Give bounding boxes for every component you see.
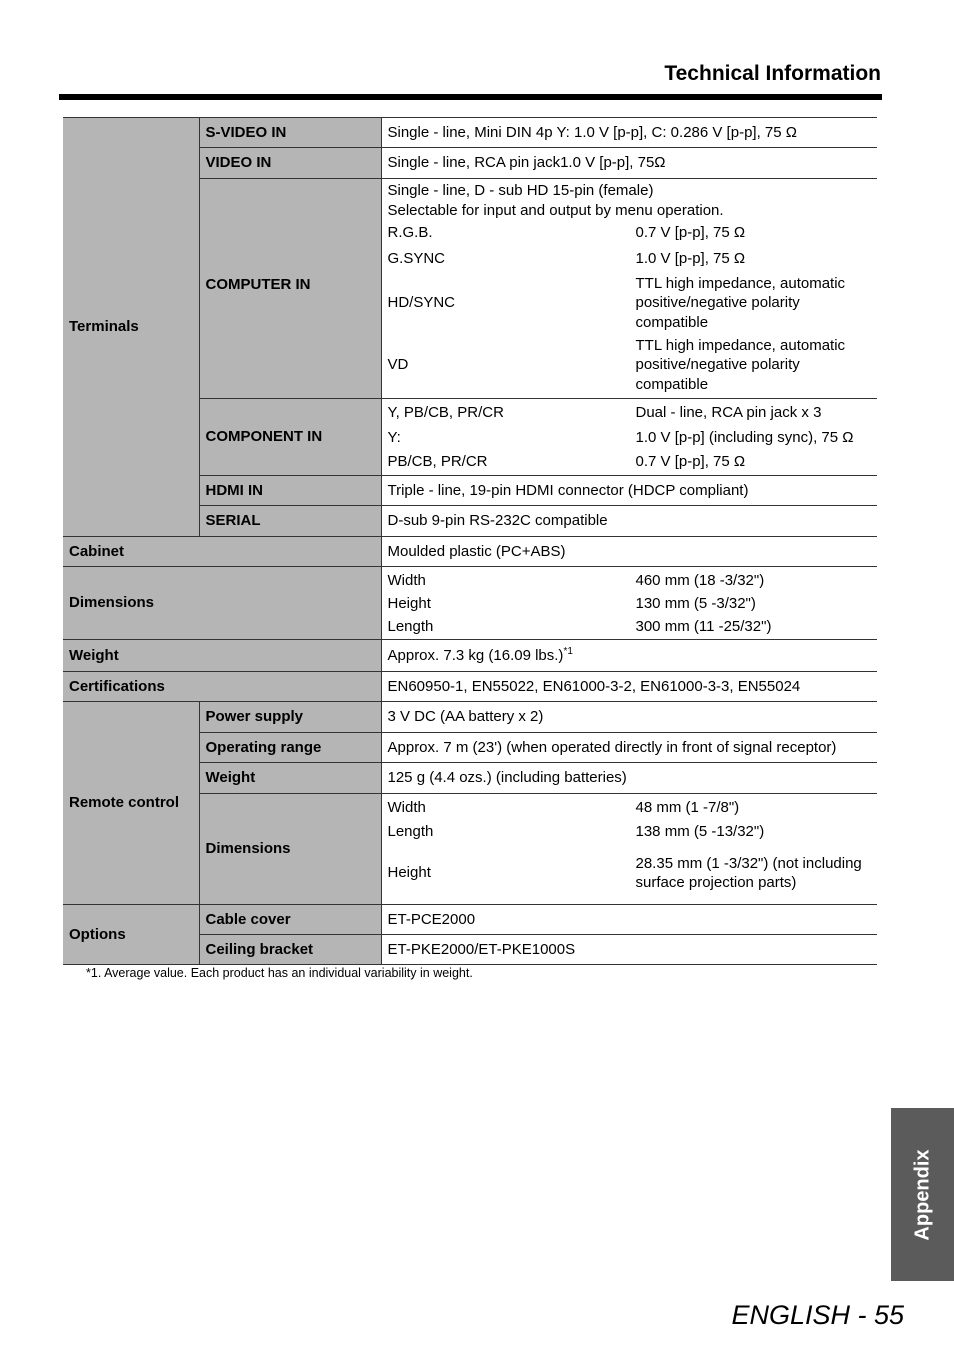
sub-key: Y, PB/CB, PR/CR — [387, 404, 504, 422]
serial-value: D-sub 9-pin RS-232C compatible — [381, 506, 877, 537]
sub-value: 1.0 V [p-p] (including sync), 75 Ω — [635, 428, 854, 446]
certifications-value: EN60950-1, EN55022, EN61000-3-2, EN61000-3-3, EN55024 — [381, 672, 877, 702]
sub-value: 28.35 mm (1 -3/32") (not including surface projection parts) — [635, 854, 862, 891]
computer-line2: Selectable for input and output by menu operation. — [387, 201, 724, 219]
hdmi-label: HDMI IN — [199, 476, 381, 506]
component-sub-row — [388, 450, 872, 473]
remote-range-label: Operating range — [199, 733, 381, 763]
remote-dimensions-sub-row — [388, 796, 872, 820]
computer-label: COMPUTER IN — [199, 179, 381, 399]
spec-table — [63, 117, 877, 965]
sub-value: 0.7 V [p-p], 75 Ω — [635, 452, 746, 470]
sub-key: Height — [387, 864, 431, 882]
remote-range-value: Approx. 7 m (23') (when operated directly in front of signal receptor) — [381, 733, 877, 763]
options-label: Options — [63, 905, 199, 965]
sub-key: PB/CB, PR/CR — [387, 452, 488, 470]
sub-value: 1.0 V [p-p], 75 Ω — [635, 250, 746, 268]
sub-value: 460 mm (18 -3/32") — [635, 571, 765, 589]
dimensions-sub-row — [388, 616, 872, 637]
appendix-side-tab-label: Appendix — [911, 1148, 933, 1241]
svideo-value: Single - line, Mini DIN 4p Y: 1.0 V [p-p], C: 0.286 V [p-p], 75 Ω — [381, 118, 877, 148]
sub-value: TTL high impedance, automatic positive/negative polarity compatible — [635, 274, 846, 331]
sub-key: R.G.B. — [387, 224, 433, 242]
weight-text: Approx. 7.3 kg (16.09 lbs.) — [387, 646, 564, 664]
sub-value: 138 mm (5 -13/32") — [635, 823, 765, 841]
terminals-label: Terminals — [63, 118, 199, 537]
remote-weight-value: 125 g (4.4 ozs.) (including batteries) — [381, 763, 877, 794]
sub-value: 300 mm (11 -25/32") — [635, 617, 772, 635]
remote-power-label: Power supply — [199, 702, 381, 733]
computer-sub-row — [388, 220, 872, 246]
computer-sub-row — [388, 246, 872, 272]
options-cable-value: ET-PCE2000 — [381, 905, 877, 935]
component-sub-row — [388, 401, 872, 425]
certifications-label: Certifications — [63, 672, 381, 702]
weight-note: *1 — [563, 645, 573, 657]
sub-key: HD/SYNC — [387, 294, 456, 312]
computer-value — [381, 179, 877, 399]
header-rule — [59, 94, 882, 100]
sub-value: Dual - line, RCA pin jack x 3 — [635, 404, 822, 422]
table-row — [63, 672, 877, 702]
sub-key: Length — [387, 617, 434, 635]
component-sub-row — [388, 425, 872, 450]
sub-value: 48 mm (1 -7/8") — [635, 799, 740, 817]
computer-sub-row — [388, 272, 872, 334]
remote-weight-label: Weight — [199, 763, 381, 794]
weight-value — [381, 640, 877, 672]
remote-dimensions-value — [381, 794, 877, 905]
sub-value: 130 mm (5 -3/32") — [635, 595, 756, 613]
svideo-label: S-VIDEO IN — [199, 118, 381, 148]
sub-value: TTL high impedance, automatic positive/negative polarity compatible — [635, 336, 846, 393]
sub-key: Width — [387, 571, 426, 589]
sub-key: Width — [387, 799, 426, 817]
sub-key: G.SYNC — [387, 250, 446, 268]
serial-label: SERIAL — [199, 506, 381, 537]
remote-dimensions-sub-row — [388, 820, 872, 844]
remote-control-label: Remote control — [63, 702, 199, 905]
sub-key: Y: — [387, 428, 401, 446]
table-row — [63, 118, 877, 148]
sub-value: 0.7 V [p-p], 75 Ω — [635, 224, 746, 242]
remote-dimensions-label: Dimensions — [199, 794, 381, 905]
remote-power-value: 3 V DC (AA battery x 2) — [381, 702, 877, 733]
options-ceiling-value: ET-PKE2000/ET-PKE1000S — [381, 935, 877, 965]
options-cable-label: Cable cover — [199, 905, 381, 935]
options-ceiling-label: Ceiling bracket — [199, 935, 381, 965]
dimensions-sub-row — [388, 569, 872, 592]
sub-key: Height — [387, 595, 431, 613]
cabinet-label: Cabinet — [63, 537, 381, 567]
sub-key: Length — [387, 823, 434, 841]
table-row — [63, 537, 877, 567]
table-row — [63, 702, 877, 733]
video-label: VIDEO IN — [199, 148, 381, 179]
dimensions-label: Dimensions — [63, 567, 381, 640]
sub-key: VD — [387, 356, 409, 374]
dimensions-sub-row — [388, 592, 872, 616]
footnote: *1. Average value. Each product has an individual variability in weight. — [86, 966, 473, 980]
video-value: Single - line, RCA pin jack1.0 V [p-p], 75Ω — [381, 148, 877, 179]
remote-dimensions-sub-row — [388, 844, 872, 902]
dimensions-value — [381, 567, 877, 640]
page-number: ENGLISH - 55 — [731, 1300, 904, 1330]
table-row — [63, 640, 877, 672]
page-header-title: Technical Information — [664, 62, 881, 85]
appendix-side-tab — [891, 1108, 954, 1281]
component-label: COMPONENT IN — [199, 399, 381, 476]
table-row — [63, 567, 877, 640]
hdmi-value: Triple - line, 19-pin HDMI connector (HDCP compliant) — [381, 476, 877, 506]
table-row — [63, 905, 877, 935]
weight-label: Weight — [63, 640, 381, 672]
cabinet-value: Moulded plastic (PC+ABS) — [381, 537, 877, 567]
computer-sub-row — [388, 334, 872, 396]
component-value — [381, 399, 877, 476]
computer-line1: Single - line, D - sub HD 15-pin (female) — [387, 182, 654, 199]
